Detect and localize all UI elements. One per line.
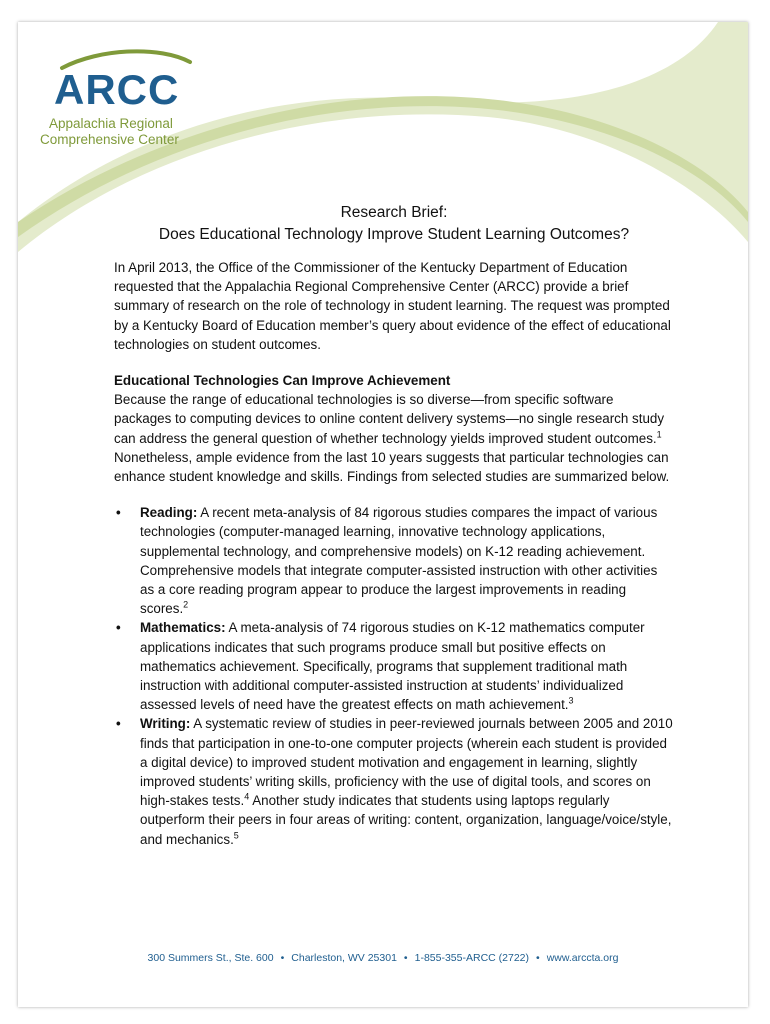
- document-title: [114, 202, 674, 246]
- bullet-label: Reading:: [140, 505, 198, 521]
- bullet-text: A systematic review of studies in peer-reviewed journals between 2005 and 2010 finds that participation in one-to-one computer projects (wherein each student is provided a digital device) to improved student motivation and engagement in learning, slightly improved students’ writing skills, proficiency with the use of digital tools, and scores on high-stakes tests.: [140, 716, 673, 809]
- title-line-2: Does Educational Technology Improve Student Learning Outcomes?: [158, 226, 630, 243]
- arcc-logo: [40, 40, 240, 160]
- logo-line-1: Appalachia Regional: [49, 116, 173, 131]
- bullet-text: A recent meta-analysis of 84 rigorous studies compares the impact of various technologies (computer-managed learning, innovative technology applications, supplemental technology, and comprehensive models) on K-12 reading achievement. Comprehensive models that integrate computer-assisted instruction with other activities as a core reading program appear to produce the largest improvements in reading scores.: [140, 505, 658, 617]
- footnote-ref-5: 5: [233, 830, 239, 841]
- section-text-b: Nonetheless, ample evidence from the last 10 years suggests that particular technologies can enhance student knowledge and skills. Findings from selected studies are summarized below.: [114, 449, 670, 485]
- bullet-text-tail: Another study indicates that students using laptops regularly outperform their peers in four areas of writing: content, organization, language/voice/style, and mechanics.: [140, 793, 672, 847]
- findings-list: [114, 503, 674, 849]
- document-page: [18, 22, 748, 1007]
- footer-website-link[interactable]: www.arccta.org: [546, 952, 619, 964]
- footer-city: Charleston, WV 25301: [291, 952, 397, 964]
- footnote-ref-2: 2: [183, 599, 189, 610]
- section-text-a: Because the range of educational technologies is so diverse—from specific software packages to computing devices to online content delivery systems—no single research study can address the general question of whether technology yields improved student outcomes.: [114, 392, 665, 446]
- document-body: [114, 202, 674, 849]
- list-item-reading: [116, 503, 674, 618]
- bullet-label: Mathematics:: [140, 620, 226, 636]
- bullet-icon: •: [116, 505, 121, 521]
- bullet-icon: •: [116, 620, 121, 636]
- title-line-1: Research Brief:: [340, 204, 448, 221]
- footer-separator: •: [280, 952, 285, 964]
- bullet-icon: •: [116, 716, 121, 732]
- list-item-writing: [116, 714, 674, 848]
- footer-phone: 1-855-355-ARCC (2722): [414, 952, 529, 964]
- footnote-ref-1: 1: [656, 429, 662, 440]
- section-heading: Educational Technologies Can Improve Achievement: [114, 373, 451, 389]
- list-item-mathematics: [116, 618, 674, 714]
- page-footer: [18, 952, 748, 964]
- intro-paragraph: In April 2013, the Office of the Commissioner of the Kentucky Department of Education requested that the Appalachia Regional Comprehensive Center (ARCC) provide a brief summary of research on the role of technology in student learning. The request was prompted by a Kentucky Board of Education member’s query about evidence of the effect of educational technologies on student outcomes.: [114, 260, 671, 352]
- footnote-ref-3: 3: [568, 695, 574, 706]
- bullet-text: A meta-analysis of 74 rigorous studies on K-12 mathematics computer applications indicates that such programs produce small but positive effects on mathematics achievement. Specifically, programs that supplement traditional math instruction with additional computer-assisted instruction at students’ individualized assessed levels of need have the greatest effects on math achievement.: [140, 620, 645, 713]
- footnote-ref-4: 4: [244, 791, 250, 802]
- footer-separator: •: [536, 952, 540, 964]
- section-paragraph: [114, 390, 674, 486]
- logo-acronym: ARCC: [54, 66, 180, 113]
- footer-separator: •: [403, 952, 408, 964]
- footer-address: 300 Summers St., Ste. 600: [147, 952, 274, 964]
- logo-line-2: Comprehensive Center: [40, 132, 179, 147]
- bullet-label: Writing:: [140, 716, 191, 732]
